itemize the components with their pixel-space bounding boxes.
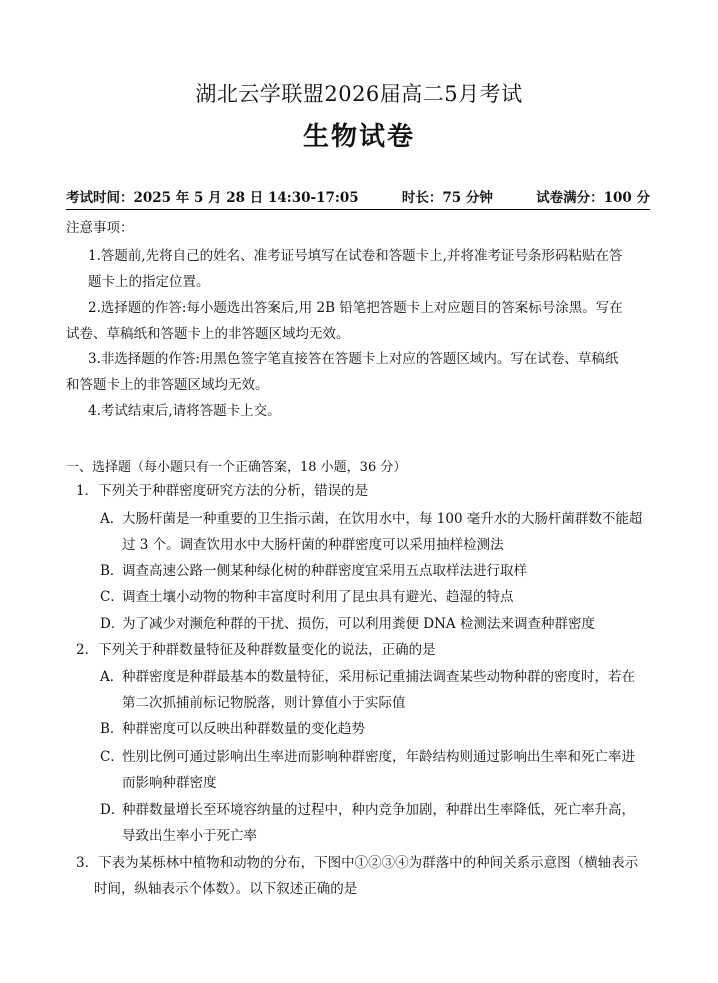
q1-option-d bbox=[100, 611, 652, 637]
exam-header-title: 湖北云学联盟2026届高二5月考试 bbox=[195, 82, 523, 106]
option-text-continued: 第二次抓捕前标记物脱落，则计算值小于实际值 bbox=[122, 695, 406, 711]
option-text-continued: 过 3 个。调查饮用水中大肠杆菌的种群密度可以采用抽样检测法 bbox=[122, 537, 504, 553]
question-3-line-2: 时间，纵轴表示个体数）。以下叙述正确的是 bbox=[94, 881, 358, 897]
option-label: D． bbox=[100, 802, 125, 818]
option-label: B． bbox=[100, 563, 124, 579]
option-text: 调查土壤小动物的物种丰富度时利用了昆虫具有避光、趋湿的特点 bbox=[122, 589, 514, 605]
option-label: A． bbox=[100, 669, 124, 685]
section-heading: 一、选择题（每小题只有一个正确答案，18 小题，36 分） bbox=[66, 460, 407, 475]
subject-title: 生物试卷 bbox=[302, 122, 415, 152]
option-text: 为了减少对濒危种群的干扰、损伤，可以利用粪便 DNA 检测法来调查种群密度 bbox=[122, 616, 595, 632]
option-label: D． bbox=[100, 616, 125, 632]
option-text-continued: 导致出生率小于死亡率 bbox=[122, 828, 257, 844]
option-label: A． bbox=[100, 511, 124, 527]
option-text: 大肠杆菌是一种重要的卫生指示菌，在饮用水中，每 100 毫升水的大肠杆菌群数不能超 bbox=[122, 511, 643, 527]
option-text: 调查高速公路一侧某种绿化树的种群密度宜采用五点取样法进行取样 bbox=[122, 563, 527, 579]
option-text: 种群密度是种群最基本的数量特征，采用标记重捕法调查某些动物种群的密度时，若在 bbox=[122, 669, 635, 685]
exam-meta-bar bbox=[66, 186, 650, 210]
notice-item-1-line-b: 题卡上的指定位置。 bbox=[88, 274, 210, 290]
notice-item-2-line-a: 2.选择题的作答:每小题选出答案后,用 2B 铅笔把答题卡上对应题目的答案标号涂黑。写在 bbox=[88, 300, 623, 316]
notice-item-2-line-b: 试卷、草稿纸和答题卡上的非答题区域均无效。 bbox=[66, 326, 350, 342]
q1-option-a bbox=[100, 506, 652, 558]
notice-title: 注意事项： bbox=[66, 220, 134, 236]
q2-option-c bbox=[100, 744, 652, 796]
q2-option-a bbox=[100, 664, 652, 716]
notice-item-3 bbox=[66, 346, 652, 398]
option-text: 性别比例可通过影响出生率进而影响种群密度，年龄结构则通过影响出生率和死亡率进 bbox=[122, 749, 635, 765]
option-text-continued: 而影响种群密度 bbox=[122, 775, 217, 791]
notice-item-2 bbox=[66, 295, 652, 347]
exam-time: 考试时间：2025 年 5 月 28 日 14:30-17:05 bbox=[66, 190, 359, 206]
question-3-stem bbox=[76, 850, 656, 902]
option-text: 种群数量增长至环境容纳量的过程中，种内竞争加剧，种群出生率降低，死亡率升高， bbox=[122, 802, 635, 818]
option-label: C． bbox=[100, 749, 124, 765]
q2-option-b bbox=[100, 716, 652, 742]
notice-item-4: 4.考试结束后,请将答题卡上交。 bbox=[88, 403, 281, 419]
question-3-line-1: 3．下表为某栎林中植物和动物的分布，下图中①②③④为群落中的种间关系示意图（横轴表示 bbox=[76, 855, 639, 871]
exam-duration: 时长：75 分钟 bbox=[401, 190, 493, 206]
notice-item-1-line-a: 1.答题前,先将自己的姓名、准考证号填写在试卷和答题卡上,并将准考证号条形码粘贴在答 bbox=[88, 248, 623, 264]
option-text: 种群密度可以反映出种群数量的变化趋势 bbox=[122, 721, 365, 737]
notice-item-3-line-a: 3.非选择题的作答:用黑色签字笔直接答在答题卡上对应的答题区域内。写在试卷、草稿纸 bbox=[88, 351, 619, 367]
question-1-stem: 1．下列关于种群密度研究方法的分析，错误的是 bbox=[76, 483, 369, 499]
q1-option-b bbox=[100, 558, 652, 584]
q1-option-c bbox=[100, 584, 652, 610]
notice-item-1 bbox=[66, 243, 652, 295]
notice-item-3-line-b: 和答题卡上的非答题区域均无效。 bbox=[66, 377, 269, 393]
exam-full-score: 试卷满分：100 分 bbox=[536, 190, 650, 206]
q2-option-d bbox=[100, 797, 652, 849]
question-2-stem: 2．下列关于种群数量特征及种群数量变化的说法，正确的是 bbox=[76, 642, 436, 658]
option-label: B． bbox=[100, 721, 124, 737]
option-label: C． bbox=[100, 589, 124, 605]
